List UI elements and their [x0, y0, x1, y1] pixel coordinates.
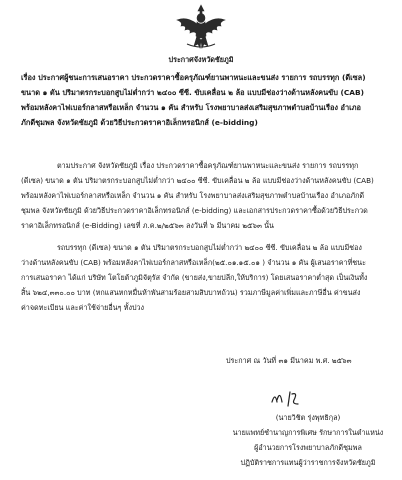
paragraph-line: ค่าจดทะเบียน และค่าใช้จ่ายอื่นๆ ทั้งปวง — [21, 303, 145, 312]
title-line: พร้อมหลังคาไฟเบอร์กลาสหรือเหล็ก จำนวน ๑ คัน สำหรับ โรงพยาบาลส่งเสริมสุขภาพตำบลบ้านเรือง อำเภอ — [21, 103, 361, 112]
agency-header: ประกาศจังหวัดชัยภูมิ — [168, 55, 234, 64]
paragraph-line: ชุมพล จังหวัดชัยภูมิ ด้วยวิธีประกวดราคาอิเล็กทรอนิกส์ (e-bidding) และเอกสารประกวดราคาซื้อด้วยวิธีประกวด — [21, 206, 368, 215]
paragraph-line: (ดีเซล) ขนาด ๑ ตัน ปริมาตรกระบอกสูบไม่ต่ำกว่า ๒๔๐๐ ซีซี. ขับเคลื่อน ๒ ล้อ แบบมีช่องว่างด้านหลังคนขับ (CAB) — [21, 176, 374, 185]
announcement-title — [21, 70, 387, 130]
title-line: เรื่อง ประกาศผู้ชนะการเสนอราคา ประกวดราคาซื้อครุภัณฑ์ยานพาหนะและขนส่ง รายการ รถบรรทุก (ดีเซล) — [21, 73, 366, 82]
signatory-position: ปฏิบัติราชการแทนผู้ว่าราชการจังหวัดชัยภูมิ — [240, 458, 376, 467]
signatory-name: (นายวิชิต รุ่งพุทธิกุล) — [275, 413, 341, 422]
signatory-position: นายแพทย์ชำนาญการพิเศษ รักษาการในตำแหน่ง — [232, 428, 384, 437]
title-line: ภักดีชุมพล จังหวัดชัยภูมิ ด้วยวิธีประกวดราคาอิเล็กทรอนิกส์ (e-bidding) — [21, 118, 258, 127]
paragraph-line: ตามประกาศ จังหวัดชัยภูมิ เรื่อง ประกวดราคาซื้อครุภัณฑ์ยานพาหนะและขนส่ง รายการ รถบรรทุก — [57, 161, 359, 170]
paragraph-line: พร้อมหลังคาไฟเบอร์กลาสหรือเหล็ก จำนวน ๑ คัน สำหรับ โรงพยาบาลส่งเสริมสุขภาพตำบลบ้านเรือง อำเภอภักดี — [21, 191, 365, 200]
paragraph-line: ว่างด้านหลังคนขับ (CAB) พร้อมหลังคาไฟเบอร์กลาสหรือเหล็ก(๒๕.๐๑.๑๕.๐๑ ) จำนวน ๑ คัน ผู้เสนอราคาที่ชนะ — [21, 258, 366, 267]
paragraph-line: การเสนอราคา ได้แก่ บริษัท โตโยต้าภูมิจัตุรัส จำกัด (ขายส่ง,ขายปลีก,ให้บริการ) โดยเสนอราคาต่ำสุด เป็นเงินทั้ง — [21, 273, 368, 282]
paragraph-line: ราคาอิเล็กทรอนิกส์ (e-Bidding) เลขที่ ภ.ค.๒/๒๕๖๓ ลงวันที่ ๖ มีนาคม ๒๕๖๓ นั้น — [21, 221, 274, 230]
paragraph-line: รถบรรทุก (ดีเซล) ขนาด ๑ ตัน ปริมาตรกระบอกสูบไม่ต่ำกว่า ๒๔๐๐ ซีซี. ขับเคลื่อน ๒ ล้อ แบบมีช่อง — [57, 243, 362, 252]
paragraph-reference — [21, 158, 387, 233]
handwritten-signature — [266, 382, 310, 412]
announcement-date: ประกาศ ณ วันที่ ๓๑ มีนาคม พ.ศ. ๒๕๖๓ — [226, 356, 352, 365]
signatory-block — [218, 410, 398, 470]
signatory-position: ผู้อำนวยการโรงพยาบาลภักดีชุมพล — [254, 443, 362, 452]
title-line: ขนาด ๑ ตัน ปริมาตรกระบอกสูบไม่ต่ำกว่า ๒๔๐๐ ซีซี. ขับเคลื่อน ๒ ล้อ แบบมีช่องว่างด้านหลังคนขับ (CAB) — [21, 88, 364, 97]
paragraph-line: สิ้น ๖๒๔,๓๓๐.๐๐ บาท (หกแสนหกหมื่นห้าพันสามร้อยสามสิบบาทถ้วน) รวมภาษีมูลค่าเพิ่มและภาษีอื่น ค่าขนส่ง — [21, 288, 361, 297]
garuda-emblem-icon — [173, 2, 229, 52]
paragraph-winner — [21, 240, 387, 315]
